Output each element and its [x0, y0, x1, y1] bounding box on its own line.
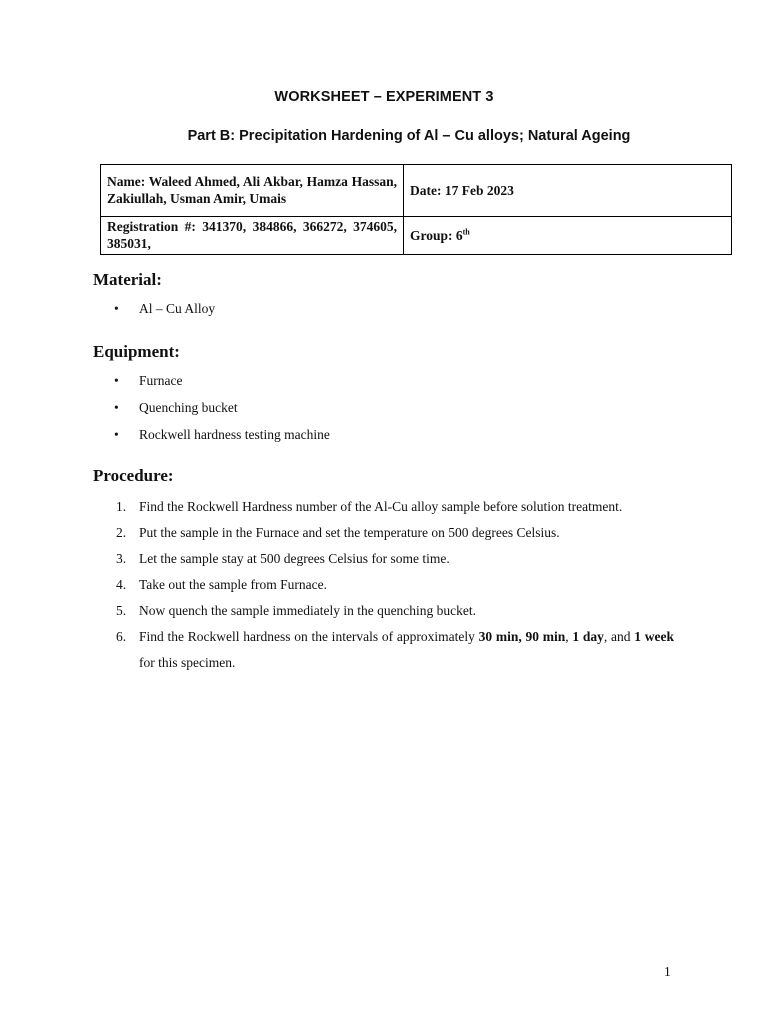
step-text-part: for this specimen.: [139, 655, 236, 670]
step-number: 5.: [116, 603, 127, 618]
equipment-list: [114, 372, 330, 453]
student-info-table: [100, 164, 732, 255]
material-item: Al – Cu Alloy: [139, 301, 216, 316]
procedure-step: [114, 598, 674, 624]
step-text-part: ,: [565, 629, 573, 644]
document-title: WORKSHEET – EXPERIMENT 3: [274, 89, 494, 105]
bullet-marker: •: [114, 400, 119, 415]
step-number: 1.: [116, 499, 127, 514]
equipment-item: Furnace: [139, 373, 183, 388]
step-number: 2.: [116, 525, 127, 540]
bullet-marker: •: [114, 373, 119, 388]
material-heading: Material:: [93, 270, 162, 289]
list-item: [114, 372, 330, 399]
step-text-bold: 30 min, 90 min: [478, 629, 566, 644]
step-text: Let the sample stay at 500 degrees Celsius for some time.: [139, 551, 450, 566]
list-item: [114, 426, 330, 453]
table-row: [101, 165, 732, 217]
step-number: 6.: [116, 629, 127, 644]
step-text: Take out the sample from Furnace.: [139, 577, 327, 592]
registration-cell: Registration #: 341370, 384866, 366272, 374605, 385031,: [101, 216, 404, 254]
procedure-step: [114, 494, 674, 520]
step-text: Now quench the sample immediately in the quenching bucket.: [139, 603, 477, 618]
equipment-item: Rockwell hardness testing machine: [139, 427, 330, 442]
bullet-marker: •: [114, 301, 119, 316]
step-text-part: , and: [603, 629, 635, 644]
procedure-step: [114, 546, 674, 572]
procedure-step: [114, 572, 674, 598]
procedure-heading: Procedure:: [93, 466, 174, 485]
document-subtitle: Part B: Precipitation Hardening of Al – Cu alloys; Natural Ageing: [187, 128, 631, 144]
step-text-bold: 1 week: [634, 629, 675, 644]
date-cell: Date: 17 Feb 2023: [404, 165, 732, 217]
names-cell: Name: Waleed Ahmed, Ali Akbar, Hamza Hassan, Zakiullah, Usman Amir, Umais: [101, 165, 404, 217]
list-item: [114, 300, 215, 327]
table-row: [101, 216, 732, 254]
group-suffix: th: [462, 227, 470, 237]
bullet-marker: •: [114, 427, 119, 442]
step-number: 3.: [116, 551, 127, 566]
procedure-step: [114, 624, 674, 676]
list-item: [114, 399, 330, 426]
step-text: Put the sample in the Furnace and set the temperature on 500 degrees Celsius.: [139, 525, 560, 540]
equipment-heading: Equipment:: [93, 342, 180, 361]
group-cell: [404, 216, 732, 254]
procedure-step: [114, 520, 674, 546]
step-text-bold: 1 day: [572, 629, 604, 644]
group-label: Group: 6: [410, 227, 463, 243]
material-list: [114, 300, 215, 327]
procedure-list: [114, 494, 674, 676]
step-text: Find the Rockwell Hardness number of the Al-Cu alloy sample before solution treatment.: [139, 499, 623, 514]
step-text-part: Find the Rockwell hardness on the intervals of approximately: [139, 629, 479, 644]
step-number: 4.: [116, 577, 127, 592]
equipment-item: Quenching bucket: [139, 400, 238, 415]
page-number: 1: [664, 964, 671, 979]
